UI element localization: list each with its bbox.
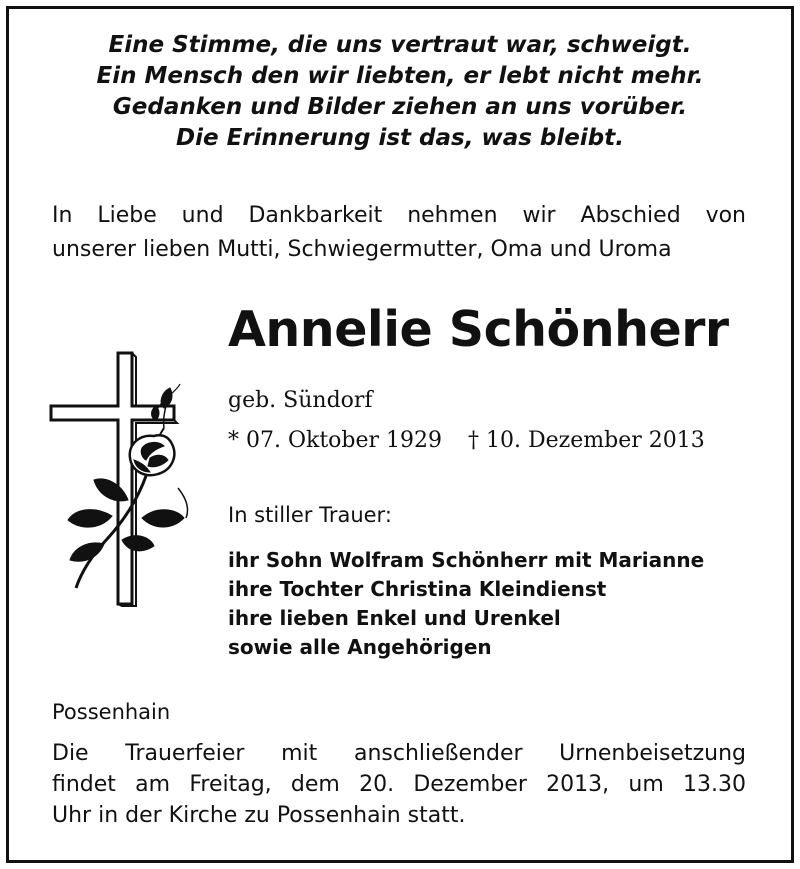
funeral-line: findet am Freitag, dem 20. Dezember 2013, um 13.30 [52,772,746,797]
funeral-line: Die Trauerfeier mit anschließender Urnenbeisetzung [52,741,746,766]
maiden-name: geb. Sündorf [228,388,373,413]
funeral-details [52,738,746,831]
funeral-line: Uhr in der Kirche zu Possenhain statt. [52,803,466,828]
cross-icon [51,353,177,606]
intro-line: unserer lieben Mutti, Schwiegermutter, Oma und Uroma [52,237,672,262]
mourner-item: sowie alle Angehörigen [228,635,492,659]
deceased-name: Annelie Schönherr [228,301,729,358]
cross-with-rose-icon [46,348,206,610]
mourner-item: ihre lieben Enkel und Urenkel [228,606,561,630]
life-dates [228,428,705,453]
place-name: Possenhain [52,700,171,724]
mourners-list [228,546,704,662]
mourner-item: ihr Sohn Wolfram Schönherr mit Marianne [228,548,705,572]
poem-line: Gedanken und Bilder ziehen an uns vorüber. [112,94,688,120]
mourner-item: ihre Tochter Christina Kleindienst [228,577,607,601]
poem-line: Eine Stimme, die uns vertraut war, schweigt. [108,32,692,58]
poem-line: Ein Mensch den wir liebten, er lebt nicht mehr. [96,63,704,89]
intro-line: In Liebe und Dankbarkeit nehmen wir Abschied von [52,203,746,228]
birth-date: * 07. Oktober 1929 [228,428,443,453]
poem-line: Die Erinnerung ist das, was bleibt. [176,125,624,151]
death-date: † 10. Dezember 2013 [468,428,705,453]
mourning-heading: In stiller Trauer: [228,503,392,527]
memorial-poem [0,30,800,154]
farewell-intro [52,199,746,267]
